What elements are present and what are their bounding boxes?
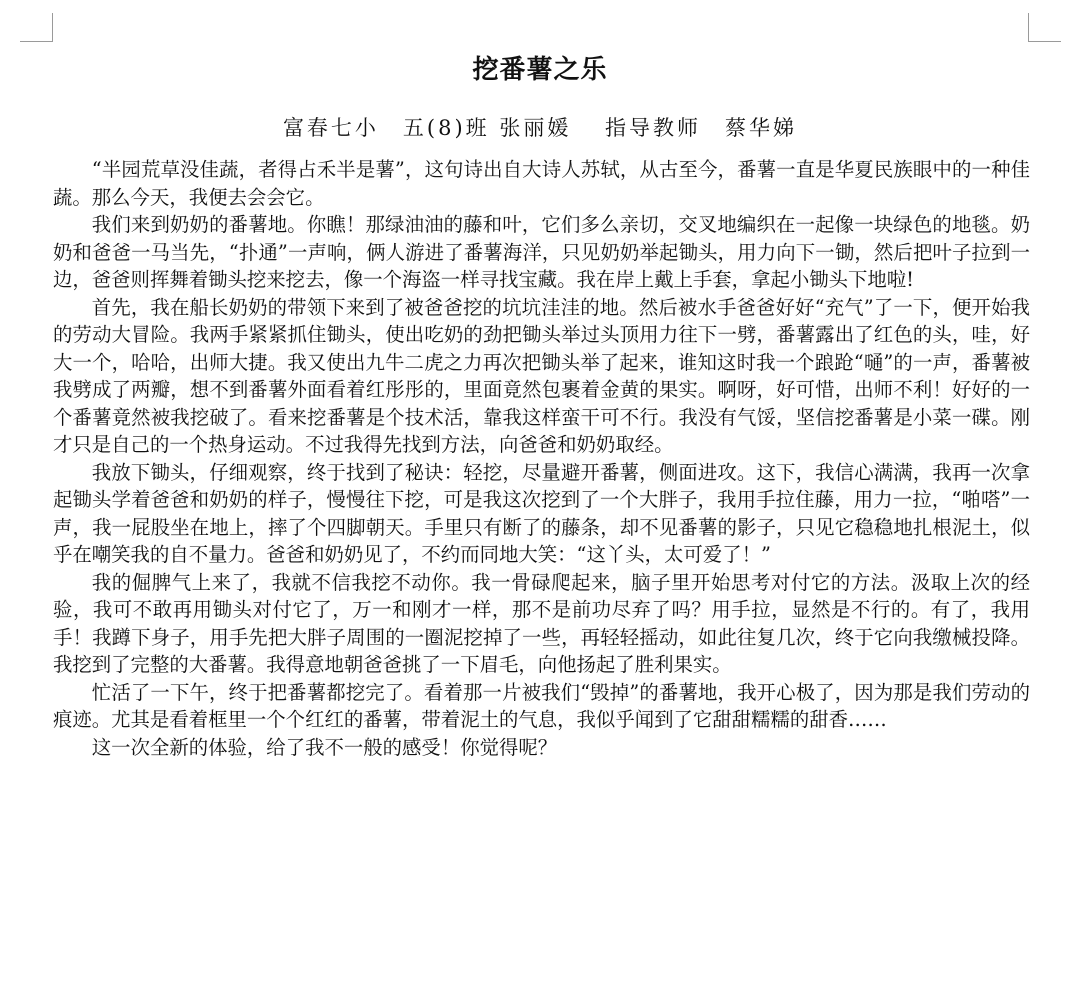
paragraph: 我的倔脾气上来了，我就不信我挖不动你。我一骨碌爬起来，脑子里开始思考对付它的方法。汲取上次的经验，我可不敢再用锄头对付它了，万一和刚才一样，那不是前功尽弃了吗？用手拉，显然是不行的。有了，我用手！我蹲下身子，用手先把大胖子周围的一圈泥挖掉了一些，再轻轻摇动，如此往复几次，终于它向我缴械投降。我挖到了完整的大番薯。我得意地朝爸爸挑了一下眉毛，向他扬起了胜利果实。 — [53, 570, 1030, 676]
page-title: 挖番薯之乐 — [472, 55, 608, 85]
paragraph: 首先，我在船长奶奶的带领下来到了被爸爸挖的坑坑洼洼的地。然后被水手爸爸好好“充气”了一下，便开始我的劳动大冒险。我两手紧紧抓住锄头，使出吃奶的劲把锄头举过头顶用力往下一劈，番薯露出了红色的头，哇，好大一个，哈哈，出师大捷。我又使出九牛二虎之力再次把锄头举了起来，谁知这时我一个踉跄“嗵”的一声，番薯被我劈成了两瓣，想不到番薯外面看着红彤彤的，里面竟然包裹着金黄的果实。啊呀，好可惜，出师不利！好好的一个番薯竟然被我挖破了。看来挖番薯是个技术活，靠我这样蛮干可不行。我没有气馁，坚信挖番薯是小菜一碟。刚才只是自己的一个热身运动。不过我得先找到方法，向爸爸和奶奶取经。 — [53, 295, 1030, 456]
paragraph: “半园荒草没佳蔬，者得占禾半是薯”，这句诗出自大诗人苏轼，从古至今，番薯一直是华夏民族眼中的一种佳蔬。那么今天，我便去会会它。 — [53, 158, 1030, 209]
paragraph: 我放下锄头，仔细观察，终于找到了秘诀：轻挖，尽量避开番薯，侧面进攻。这下，我信心满满，我再一次拿起锄头学着爸爸和奶奶的样子，慢慢往下挖，可是我这次挖到了一个大胖子，我用手拉住藤，用力一拉，“啪嗒”一声，我一屁股坐在地上，摔了个四脚朝天。手里只有断了的藤条，却不见番薯的影子，只见它稳稳地扎根泥土，似乎在嘲笑我的自不量力。爸爸和奶奶见了，不约而同地大笑：“这丫头，太可爱了！” — [53, 460, 1030, 566]
paragraph: 忙活了一下午，终于把番薯都挖完了。看着那一片被我们“毁掉”的番薯地，我开心极了，因为那是我们劳动的痕迹。尤其是看着框里一个个红红的番薯，带着泥土的气息，我似乎闻到了它甜甜糯糯的甜香…… — [53, 680, 1030, 731]
page-corner-mark-top-left — [20, 13, 53, 42]
essay-body — [53, 156, 1030, 761]
paragraph: 我们来到奶奶的番薯地。你瞧！那绿油油的藤和叶，它们多么亲切，交叉地编织在一起像一块绿色的地毯。奶奶和爸爸一马当先，“扑通”一声响，俩人游进了番薯海洋，只见奶奶举起锄头，用力向下一锄，然后把叶子拉到一边，爸爸则挥舞着锄头挖来挖去，像一个海盗一样寻找宝藏。我在岸上戴上手套，拿起小锄头下地啦! — [53, 213, 1030, 291]
author-byline: 富春七小 五(8)班 张丽媛 指导教师 蔡华娣 — [282, 116, 798, 140]
page-corner-mark-top-right — [1028, 13, 1061, 42]
paragraph: 这一次全新的体验，给了我不一般的感受！你觉得呢？ — [91, 735, 558, 759]
